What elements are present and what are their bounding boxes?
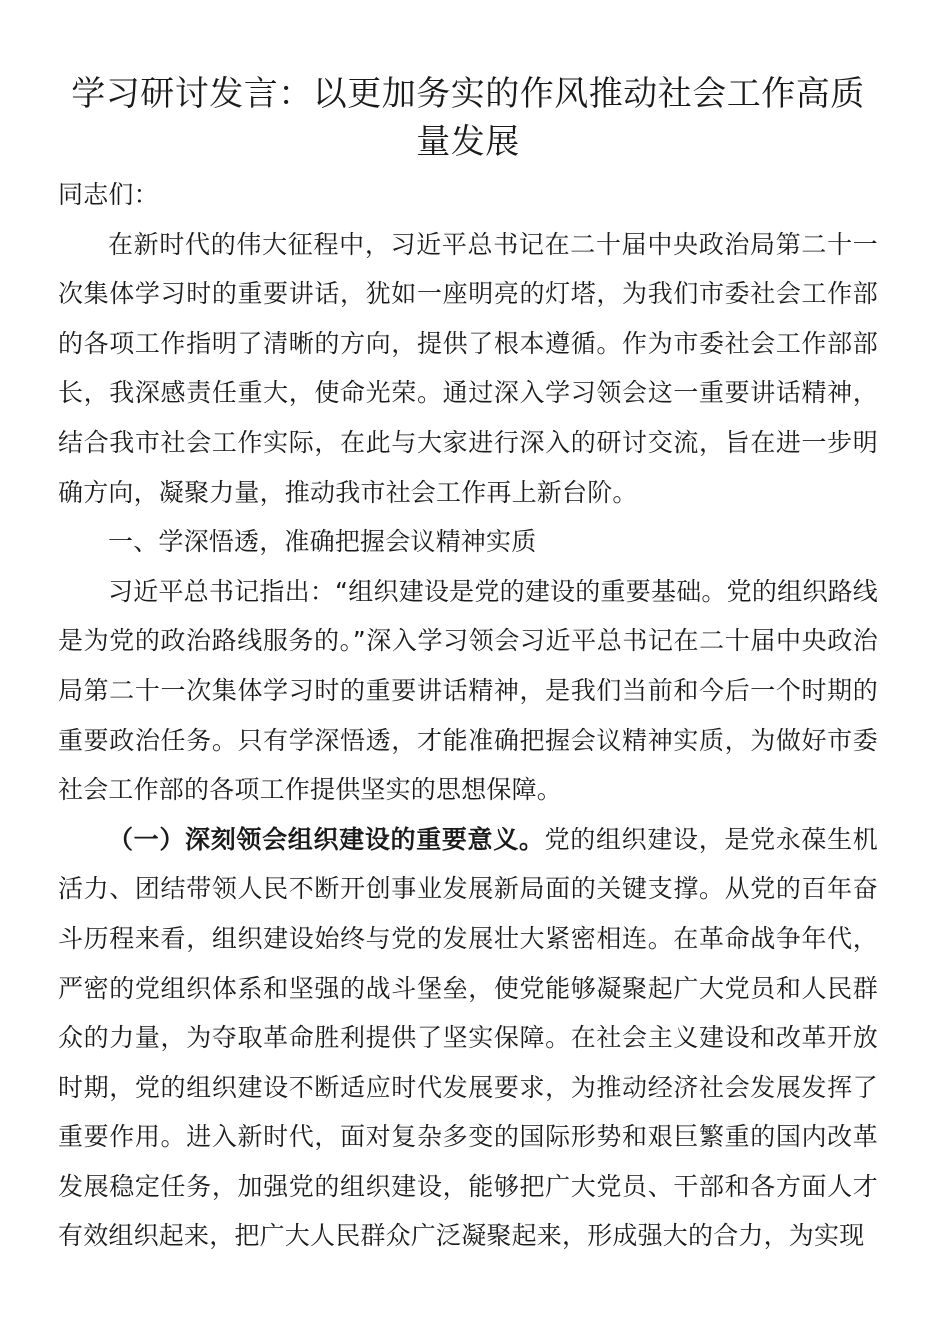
paragraph-quote: 习近平总书记指出：“组织建设是党的建设的重要基础。党的组织路线是为党的政治路线服务的。”深入学习领会习近平总书记在二十届中央政治局第二十一次集体学习时的重要讲话精神，是我们当前和今后一个时期的重要政治任务。只有学深悟透，才能准确把握会议精神实质，为做好市委社会工作部的各项工作提供坚实的思想保障。 [58, 576, 878, 805]
section-heading-1: 一、学深悟透，准确把握会议精神实质 [108, 527, 537, 557]
paragraph-intro: 在新时代的伟大征程中，习近平总书记在二十届中央政治局第二十一次集体学习时的重要讲话，犹如一座明亮的灯塔，为我们市委社会工作部的各项工作指明了清晰的方向，提供了根本遵循。作为市委社会工作部部长，我深感责任重大，使命光荣。通过深入学习领会这一重要讲话精神，结合我市社会工作实际，在此与大家进行深入的研讨交流，旨在进一步明确方向，凝聚力量，推动我市社会工作再上新台阶。 [58, 229, 878, 507]
document-body [58, 170, 878, 1261]
salutation: 同志们： [58, 180, 159, 209]
paragraph-subsection-1 [58, 815, 878, 1261]
document-page [58, 70, 878, 1261]
document-title: 学习研讨发言：以更加务实的作风推动社会工作高质量发展 [71, 74, 865, 162]
subsection-heading-1: （一）深刻领会组织建设的重要意义。 [108, 824, 545, 854]
subsection-body-1: 党的组织建设，是党永葆生机活力、团结带领人民不断开创事业发展新局面的关键支撑。从党的百年奋斗历程来看，组织建设始终与党的发展壮大紧密相连。在革命战争年代，严密的党组织体系和坚强的战斗堡垒，使党能够凝聚起广大党员和人民群众的力量，为夺取革命胜利提供了坚实保障。在社会主义建设和改革开放时期，党的组织建设不断适应时代发展要求，为推动经济社会发展发挥了重要作用。进入新时代，面对复杂多变的国际形势和艰巨繁重的国内改革发展稳定任务，加强党的组织建设，能够把广大党员、干部和各方面人才有效组织起来，把广大人民群众广泛凝聚起来，形成强大的合力，为实现 [58, 824, 878, 1251]
